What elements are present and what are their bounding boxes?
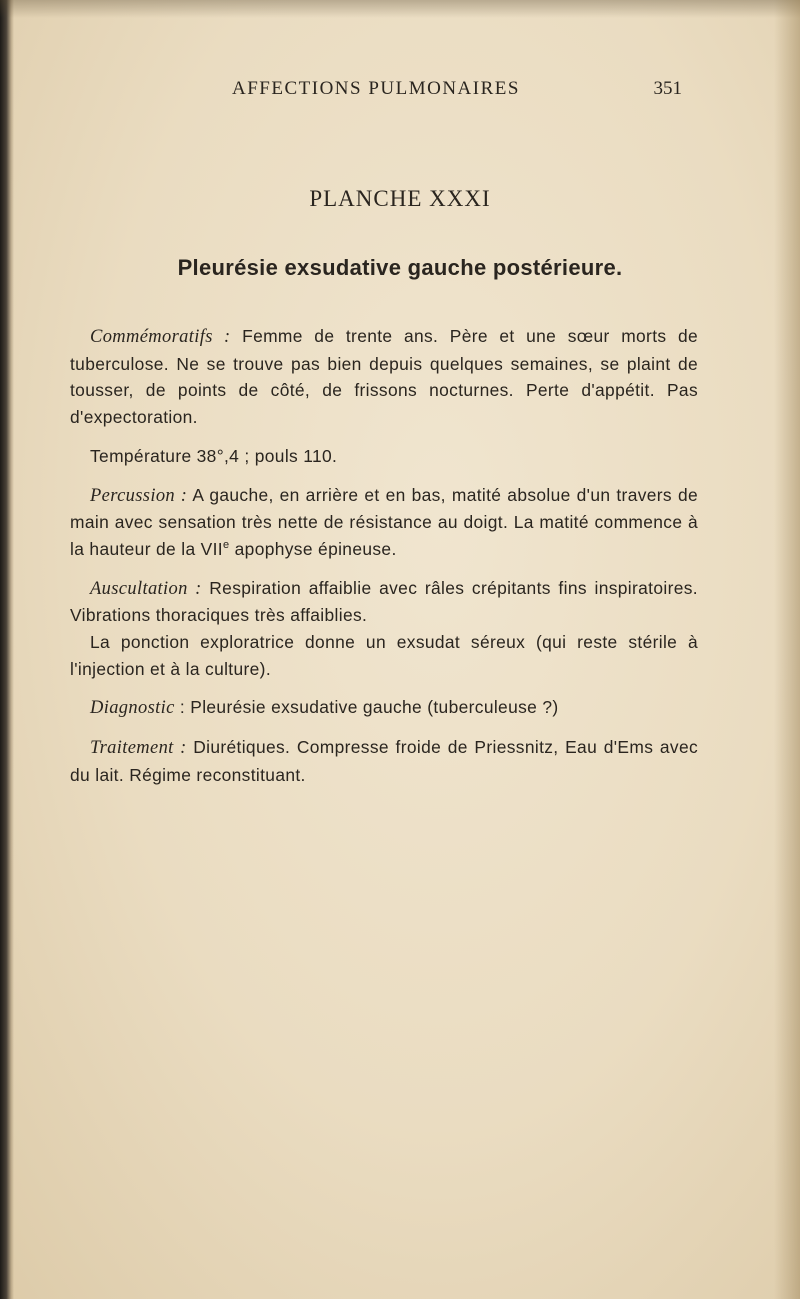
text-traitement: Diurétiques. Compresse froide de Priessnitz, Eau d'Ems avec du lait. Régime reconstituant. [70,737,699,785]
page-number: 351 [653,78,682,99]
text-temperature: Température 38°,4 ; pouls 110. [90,445,338,466]
paragraph-percussion [70,482,698,563]
page-top-shadow [0,0,800,18]
paragraph-auscultation [70,575,698,629]
paragraph-commemoratifs [70,323,698,431]
superscript-e: e [223,539,230,552]
running-head [232,78,692,104]
paragraph-traitement [70,734,698,788]
text-percussion-a: A gauche, en arrière et en bas, matité absolue d'un travers de main avec sensation très nette de résistance au doigt. La matité commence à la hauteur de la VII [70,484,699,559]
term-commemoratifs: Commémoratifs : [90,327,231,347]
paragraph-ponction [70,629,698,682]
term-traitement: Traitement : [90,738,187,759]
text-commemoratifs: Femme de trente ans. Père et une sœur morts de tuberculose. Ne se trouve pas bien depuis quelques semaines, se plaint de tousser, de points de côté, de frissons nocturnes. Perte d'appétit. Pas d'expectoration. [70,326,698,428]
term-diagnostic: Diagnostic [90,698,175,719]
text-ponction: La ponction exploratrice donne un exsudat séreux (qui reste stérile à l'injection et à la culture). [70,632,698,679]
term-auscultation: Auscultation : [90,578,202,599]
paragraph-temperature [70,443,698,470]
chapter-title: Pleurésie exsudative gauche postérieure. [177,255,623,280]
paragraph-diagnostic [70,694,698,722]
text-auscultation: Respiration affaiblie avec râles crépitants fins inspiratoires. Vibrations thoraciques très affaiblies. [70,577,698,626]
running-title: AFFECTIONS PULMONAIRES [232,78,520,99]
body-text [70,323,698,789]
term-percussion: Percussion : [90,485,188,506]
text-percussion-b: apophyse épineuse. [229,538,397,559]
plate-heading: PLANCHE XXXI [309,186,491,211]
text-diagnostic: : Pleurésie exsudative gauche (tuberculeuse ?) [174,697,559,718]
